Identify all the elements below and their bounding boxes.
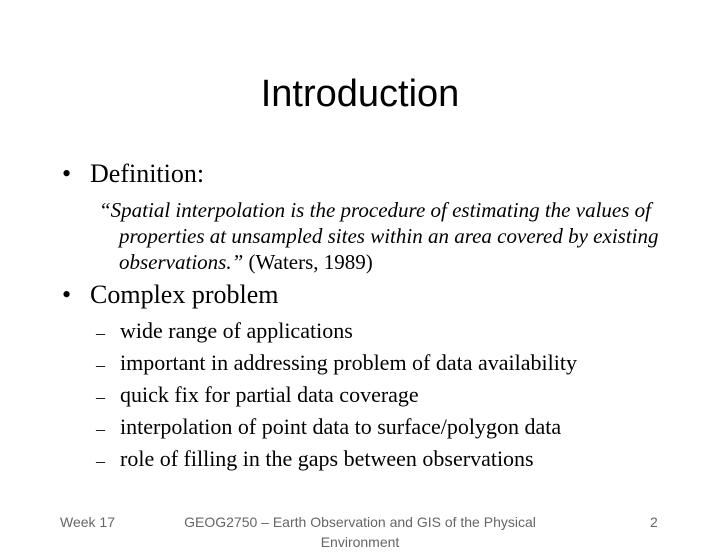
quote-text: “Spatial interpolation is the procedure of estimating the values of properties at unsampled sites within an area covered by existing observations.”: [99, 198, 659, 274]
footer-course-title: GEOG2750 – Earth Observation and GIS of the Physical Environment: [184, 514, 536, 550]
footer-page-number: 2: [650, 514, 658, 530]
footer-week: Week 17: [60, 514, 115, 530]
sub-bullet-text: wide range of applications: [120, 318, 353, 343]
slide-title: Introduction: [260, 73, 460, 115]
dash-marker: –: [96, 323, 105, 343]
bullet-text: Definition:: [90, 159, 205, 188]
sub-bullet-text: interpolation of point data to surface/polygon data: [120, 414, 562, 439]
quote-citation: (Waters, 1989): [243, 250, 373, 274]
bullet-marker: •: [62, 280, 72, 309]
sub-bullet-text: important in addressing problem of data availability: [120, 350, 577, 375]
sub-bullet-text: role of filling in the gaps between observations: [120, 446, 534, 471]
definition-quote: [99, 197, 659, 275]
sub-bullet-text: quick fix for partial data coverage: [120, 382, 419, 407]
dash-marker: –: [96, 419, 105, 439]
bullet-text: Complex problem: [90, 280, 279, 309]
dash-marker: –: [96, 387, 105, 407]
bullet-marker: •: [62, 159, 72, 188]
dash-marker: –: [96, 451, 105, 471]
dash-marker: –: [96, 355, 105, 375]
